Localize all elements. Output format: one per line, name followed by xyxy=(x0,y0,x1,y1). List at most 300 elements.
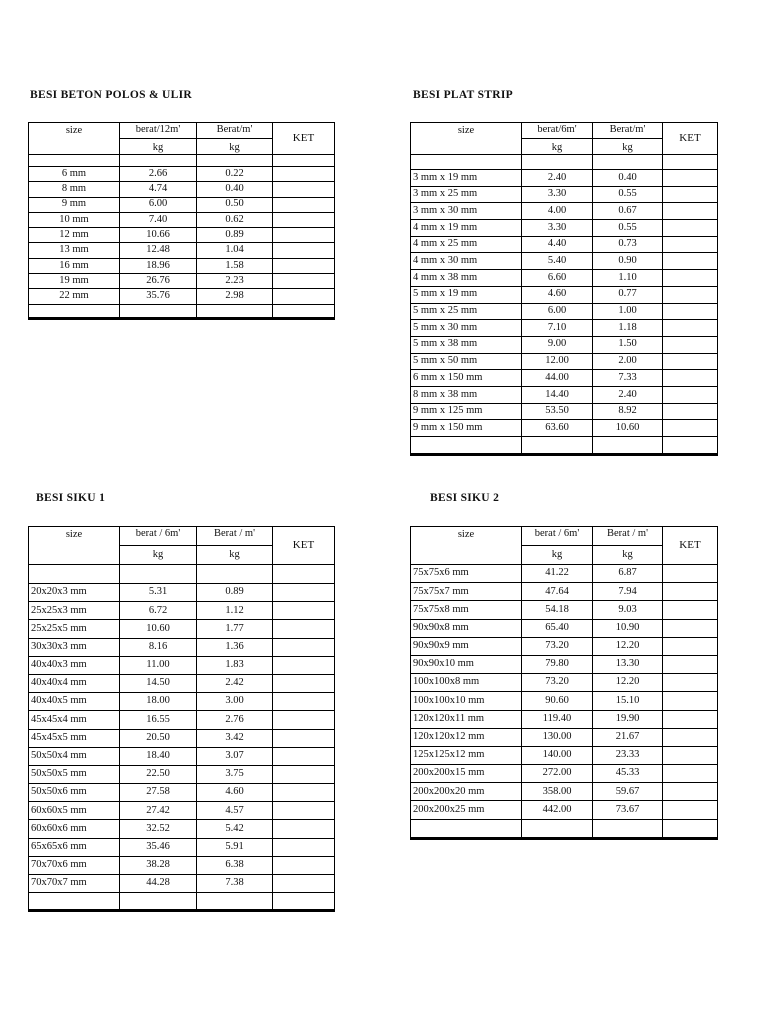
cell-weight-total: 22.50 xyxy=(120,765,197,783)
cell-weight-total: 38.28 xyxy=(120,856,197,874)
cell-weight-per-m: 1.18 xyxy=(593,320,663,337)
table-row xyxy=(29,274,335,289)
cell-ket xyxy=(273,258,335,273)
cell-weight-total: 73.20 xyxy=(522,637,593,655)
cell-weight-per-m: 0.73 xyxy=(593,236,663,253)
cell-weight-per-m: 21.67 xyxy=(593,728,663,746)
cell-ket xyxy=(663,303,718,320)
cell-weight-total: 35.46 xyxy=(120,838,197,856)
table-row xyxy=(411,303,718,320)
empty-cell xyxy=(120,565,197,584)
cell-size: 16 mm xyxy=(29,258,120,273)
table-row xyxy=(29,258,335,273)
cell-ket xyxy=(663,270,718,287)
header-size: size xyxy=(411,123,522,155)
cell-weight-total: 5.31 xyxy=(120,584,197,602)
cell-weight-total: 130.00 xyxy=(522,728,593,746)
header-row xyxy=(29,527,335,546)
table-row xyxy=(411,692,718,710)
cell-size: 50x50x5 mm xyxy=(29,765,120,783)
empty-cell xyxy=(411,155,522,170)
empty-cell xyxy=(593,819,663,838)
cell-weight-per-m: 3.42 xyxy=(197,729,273,747)
cell-size: 200x200x20 mm xyxy=(411,783,522,801)
table-row xyxy=(411,765,718,783)
cell-weight-total: 47.64 xyxy=(522,583,593,601)
cell-ket xyxy=(663,320,718,337)
cell-ket xyxy=(663,253,718,270)
empty-row xyxy=(29,155,335,167)
table-row xyxy=(411,286,718,303)
cell-ket xyxy=(663,370,718,387)
cell-size: 75x75x7 mm xyxy=(411,583,522,601)
cell-weight-per-m: 3.07 xyxy=(197,747,273,765)
header-size: size xyxy=(29,527,120,565)
empty-cell xyxy=(522,819,593,838)
cell-ket xyxy=(273,638,335,656)
cell-weight-per-m: 0.40 xyxy=(593,170,663,187)
cell-weight-total: 119.40 xyxy=(522,710,593,728)
header-ket: KET xyxy=(273,527,335,565)
table-row xyxy=(29,197,335,212)
table-row xyxy=(29,638,335,656)
table-row xyxy=(29,838,335,856)
table-row xyxy=(411,370,718,387)
cell-weight-per-m: 1.77 xyxy=(197,620,273,638)
empty-cell xyxy=(411,819,522,838)
cell-weight-per-m: 3.75 xyxy=(197,765,273,783)
empty-cell xyxy=(120,893,197,911)
table-row xyxy=(411,655,718,673)
table-row xyxy=(411,386,718,403)
header-unit-kg: kg xyxy=(120,546,197,565)
cell-weight-total: 18.00 xyxy=(120,693,197,711)
cell-size: 90x90x9 mm xyxy=(411,637,522,655)
empty-cell xyxy=(29,565,120,584)
cell-size: 22 mm xyxy=(29,289,120,304)
cell-weight-total: 11.00 xyxy=(120,656,197,674)
cell-ket xyxy=(273,765,335,783)
cell-ket xyxy=(273,802,335,820)
title-besi-siku-2: BESI SIKU 2 xyxy=(430,492,500,504)
table-besi-beton xyxy=(28,122,335,320)
cell-size: 200x200x15 mm xyxy=(411,765,522,783)
cell-ket xyxy=(663,728,718,746)
cell-ket xyxy=(663,583,718,601)
cell-weight-total: 32.52 xyxy=(120,820,197,838)
cell-weight-total: 12.48 xyxy=(120,243,197,258)
cell-ket xyxy=(663,783,718,801)
cell-weight-total: 14.40 xyxy=(522,386,593,403)
cell-weight-total: 26.76 xyxy=(120,274,197,289)
table-row xyxy=(411,220,718,237)
cell-size: 90x90x10 mm xyxy=(411,655,522,673)
cell-weight-per-m: 0.22 xyxy=(197,167,273,182)
empty-cell xyxy=(197,155,273,167)
header-row xyxy=(29,123,335,139)
cell-weight-per-m: 2.40 xyxy=(593,386,663,403)
empty-cell xyxy=(273,893,335,911)
title-besi-plat-strip: BESI PLAT STRIP xyxy=(413,89,513,101)
header-weight-per-m: Berat / m' xyxy=(197,527,273,546)
empty-row xyxy=(29,304,335,318)
table-row xyxy=(411,728,718,746)
empty-cell xyxy=(29,304,120,318)
header-weight-per-m: Berat/m' xyxy=(197,123,273,139)
table-row xyxy=(29,584,335,602)
cell-weight-per-m: 2.76 xyxy=(197,711,273,729)
cell-weight-per-m: 6.38 xyxy=(197,856,273,874)
cell-size: 8 mm xyxy=(29,182,120,197)
header-weight-total: berat / 6m' xyxy=(120,527,197,546)
header-unit-kg: kg xyxy=(593,139,663,155)
cell-ket xyxy=(273,182,335,197)
cell-ket xyxy=(663,619,718,637)
empty-cell xyxy=(663,437,718,455)
cell-size: 4 mm x 30 mm xyxy=(411,253,522,270)
cell-ket xyxy=(273,602,335,620)
table-row xyxy=(411,236,718,253)
cell-weight-total: 7.40 xyxy=(120,212,197,227)
cell-weight-per-m: 19.90 xyxy=(593,710,663,728)
cell-size: 9 mm x 125 mm xyxy=(411,403,522,420)
cell-ket xyxy=(273,784,335,802)
header-size: size xyxy=(411,527,522,565)
empty-row xyxy=(411,437,718,455)
cell-weight-total: 10.60 xyxy=(120,620,197,638)
cell-size: 40x40x5 mm xyxy=(29,693,120,711)
cell-weight-per-m: 23.33 xyxy=(593,746,663,764)
cell-size: 125x125x12 mm xyxy=(411,746,522,764)
table-row xyxy=(411,746,718,764)
header-ket: KET xyxy=(663,527,718,565)
empty-cell xyxy=(120,304,197,318)
cell-weight-per-m: 9.03 xyxy=(593,601,663,619)
cell-weight-per-m: 1.58 xyxy=(197,258,273,273)
cell-size: 12 mm xyxy=(29,228,120,243)
cell-ket xyxy=(273,656,335,674)
cell-weight-per-m: 0.50 xyxy=(197,197,273,212)
table-row xyxy=(411,353,718,370)
cell-size: 19 mm xyxy=(29,274,120,289)
empty-cell xyxy=(197,304,273,318)
cell-weight-per-m: 13.30 xyxy=(593,655,663,673)
cell-ket xyxy=(273,289,335,304)
header-unit-kg: kg xyxy=(197,139,273,155)
cell-weight-per-m: 0.67 xyxy=(593,203,663,220)
table-row xyxy=(29,747,335,765)
empty-cell xyxy=(411,437,522,455)
cell-weight-per-m: 12.20 xyxy=(593,637,663,655)
cell-weight-per-m: 59.67 xyxy=(593,783,663,801)
cell-weight-total: 73.20 xyxy=(522,674,593,692)
cell-size: 50x50x4 mm xyxy=(29,747,120,765)
empty-cell xyxy=(273,155,335,167)
header-unit-kg: kg xyxy=(522,139,593,155)
cell-weight-per-m: 1.83 xyxy=(197,656,273,674)
header-unit-kg: kg xyxy=(522,546,593,565)
cell-weight-total: 3.30 xyxy=(522,220,593,237)
cell-weight-total: 358.00 xyxy=(522,783,593,801)
table-row xyxy=(29,693,335,711)
header-unit-kg: kg xyxy=(593,546,663,565)
empty-cell xyxy=(273,565,335,584)
cell-weight-per-m: 4.60 xyxy=(197,784,273,802)
cell-weight-total: 6.60 xyxy=(522,270,593,287)
empty-row xyxy=(29,893,335,911)
cell-size: 200x200x25 mm xyxy=(411,801,522,819)
cell-size: 60x60x5 mm xyxy=(29,802,120,820)
cell-weight-per-m: 10.90 xyxy=(593,619,663,637)
empty-cell xyxy=(29,893,120,911)
cell-size: 70x70x6 mm xyxy=(29,856,120,874)
cell-weight-per-m: 0.90 xyxy=(593,253,663,270)
cell-size: 5 mm x 30 mm xyxy=(411,320,522,337)
cell-weight-total: 2.40 xyxy=(522,170,593,187)
table-row xyxy=(411,619,718,637)
cell-ket xyxy=(273,711,335,729)
table-row xyxy=(29,729,335,747)
cell-weight-total: 63.60 xyxy=(522,420,593,437)
cell-weight-total: 7.10 xyxy=(522,320,593,337)
cell-weight-total: 41.22 xyxy=(522,565,593,583)
cell-ket xyxy=(663,353,718,370)
cell-size: 4 mm x 38 mm xyxy=(411,270,522,287)
cell-size: 3 mm x 25 mm xyxy=(411,186,522,203)
table-row xyxy=(29,167,335,182)
header-ket: KET xyxy=(273,123,335,155)
cell-size: 20x20x3 mm xyxy=(29,584,120,602)
cell-size: 13 mm xyxy=(29,243,120,258)
cell-size: 6 mm xyxy=(29,167,120,182)
cell-weight-per-m: 0.40 xyxy=(197,182,273,197)
cell-weight-per-m: 0.89 xyxy=(197,584,273,602)
table-row xyxy=(29,875,335,893)
header-weight-total: berat/12m' xyxy=(120,123,197,139)
cell-size: 9 mm xyxy=(29,197,120,212)
cell-weight-total: 4.00 xyxy=(522,203,593,220)
empty-cell xyxy=(663,819,718,838)
table-row xyxy=(411,565,718,583)
cell-ket xyxy=(663,286,718,303)
cell-weight-per-m: 15.10 xyxy=(593,692,663,710)
cell-ket xyxy=(273,729,335,747)
cell-ket xyxy=(663,801,718,819)
cell-weight-total: 90.60 xyxy=(522,692,593,710)
cell-ket xyxy=(663,386,718,403)
cell-size: 40x40x4 mm xyxy=(29,674,120,692)
cell-weight-per-m: 2.23 xyxy=(197,274,273,289)
cell-size: 30x30x3 mm xyxy=(29,638,120,656)
cell-weight-per-m: 2.42 xyxy=(197,674,273,692)
cell-weight-total: 65.40 xyxy=(522,619,593,637)
cell-size: 50x50x6 mm xyxy=(29,784,120,802)
cell-size: 8 mm x 38 mm xyxy=(411,386,522,403)
empty-cell xyxy=(29,155,120,167)
cell-weight-total: 4.60 xyxy=(522,286,593,303)
cell-size: 25x25x3 mm xyxy=(29,602,120,620)
table-row xyxy=(29,620,335,638)
cell-ket xyxy=(663,674,718,692)
cell-weight-per-m: 73.67 xyxy=(593,801,663,819)
cell-weight-total: 6.72 xyxy=(120,602,197,620)
table-row xyxy=(29,228,335,243)
cell-size: 75x75x8 mm xyxy=(411,601,522,619)
cell-weight-per-m: 10.60 xyxy=(593,420,663,437)
cell-ket xyxy=(273,197,335,212)
empty-cell xyxy=(273,304,335,318)
table-row xyxy=(411,801,718,819)
cell-ket xyxy=(663,655,718,673)
cell-size: 100x100x10 mm xyxy=(411,692,522,710)
table-row xyxy=(411,186,718,203)
table-row xyxy=(29,784,335,802)
cell-ket xyxy=(273,856,335,874)
cell-weight-per-m: 7.94 xyxy=(593,583,663,601)
cell-ket xyxy=(273,620,335,638)
header-size: size xyxy=(29,123,120,155)
cell-ket xyxy=(273,212,335,227)
cell-ket xyxy=(663,170,718,187)
table-row xyxy=(411,253,718,270)
cell-weight-per-m: 7.38 xyxy=(197,875,273,893)
empty-cell xyxy=(522,437,593,455)
cell-weight-total: 16.55 xyxy=(120,711,197,729)
empty-cell xyxy=(120,155,197,167)
cell-size: 75x75x6 mm xyxy=(411,565,522,583)
cell-size: 5 mm x 19 mm xyxy=(411,286,522,303)
empty-row xyxy=(29,565,335,584)
cell-size: 40x40x3 mm xyxy=(29,656,120,674)
cell-weight-total: 442.00 xyxy=(522,801,593,819)
cell-ket xyxy=(663,236,718,253)
cell-ket xyxy=(663,601,718,619)
empty-cell xyxy=(663,155,718,170)
cell-weight-total: 44.00 xyxy=(522,370,593,387)
table-row xyxy=(411,270,718,287)
cell-weight-per-m: 0.55 xyxy=(593,186,663,203)
cell-weight-per-m: 1.10 xyxy=(593,270,663,287)
cell-ket xyxy=(273,584,335,602)
title-besi-siku-1: BESI SIKU 1 xyxy=(36,492,106,504)
cell-size: 3 mm x 30 mm xyxy=(411,203,522,220)
cell-weight-per-m: 12.20 xyxy=(593,674,663,692)
cell-ket xyxy=(663,765,718,783)
cell-weight-per-m: 0.62 xyxy=(197,212,273,227)
cell-size: 4 mm x 25 mm xyxy=(411,236,522,253)
cell-ket xyxy=(663,336,718,353)
cell-ket xyxy=(663,746,718,764)
table-row xyxy=(411,336,718,353)
cell-ket xyxy=(273,875,335,893)
header-weight-per-m: Berat / m' xyxy=(593,527,663,546)
header-row xyxy=(411,123,718,139)
cell-size: 10 mm xyxy=(29,212,120,227)
cell-weight-per-m: 1.36 xyxy=(197,638,273,656)
cell-weight-per-m: 7.33 xyxy=(593,370,663,387)
cell-ket xyxy=(663,186,718,203)
header-weight-per-m: Berat/m' xyxy=(593,123,663,139)
cell-size: 5 mm x 50 mm xyxy=(411,353,522,370)
cell-weight-per-m: 0.77 xyxy=(593,286,663,303)
cell-weight-total: 5.40 xyxy=(522,253,593,270)
cell-weight-per-m: 1.04 xyxy=(197,243,273,258)
empty-cell xyxy=(593,155,663,170)
table-besi-siku-1 xyxy=(28,526,335,912)
table-row xyxy=(411,203,718,220)
table-row xyxy=(29,856,335,874)
cell-weight-per-m: 3.00 xyxy=(197,693,273,711)
table-row xyxy=(29,243,335,258)
table-row xyxy=(29,820,335,838)
cell-weight-total: 18.96 xyxy=(120,258,197,273)
cell-weight-per-m: 4.57 xyxy=(197,802,273,820)
table-row xyxy=(411,403,718,420)
cell-ket xyxy=(663,420,718,437)
cell-ket xyxy=(273,228,335,243)
cell-ket xyxy=(273,838,335,856)
cell-ket xyxy=(663,710,718,728)
cell-weight-total: 4.40 xyxy=(522,236,593,253)
cell-weight-total: 44.28 xyxy=(120,875,197,893)
header-row xyxy=(411,527,718,546)
cell-size: 3 mm x 19 mm xyxy=(411,170,522,187)
header-weight-total: berat / 6m' xyxy=(522,527,593,546)
cell-weight-per-m: 5.42 xyxy=(197,820,273,838)
empty-cell xyxy=(593,437,663,455)
cell-size: 45x45x5 mm xyxy=(29,729,120,747)
cell-weight-total: 20.50 xyxy=(120,729,197,747)
cell-size: 6 mm x 150 mm xyxy=(411,370,522,387)
table-row xyxy=(411,583,718,601)
cell-ket xyxy=(663,637,718,655)
cell-weight-total: 140.00 xyxy=(522,746,593,764)
cell-weight-per-m: 2.98 xyxy=(197,289,273,304)
header-unit-kg: kg xyxy=(120,139,197,155)
empty-row xyxy=(411,819,718,838)
table-row xyxy=(29,656,335,674)
cell-ket xyxy=(663,403,718,420)
cell-weight-total: 2.66 xyxy=(120,167,197,182)
header-weight-total: berat/6m' xyxy=(522,123,593,139)
cell-weight-total: 12.00 xyxy=(522,353,593,370)
cell-weight-total: 27.42 xyxy=(120,802,197,820)
cell-weight-per-m: 6.87 xyxy=(593,565,663,583)
cell-weight-total: 79.80 xyxy=(522,655,593,673)
table-row xyxy=(29,602,335,620)
cell-weight-total: 6.00 xyxy=(120,197,197,212)
cell-weight-per-m: 1.12 xyxy=(197,602,273,620)
empty-cell xyxy=(197,893,273,911)
cell-weight-total: 4.74 xyxy=(120,182,197,197)
empty-row xyxy=(411,155,718,170)
table-row xyxy=(411,420,718,437)
cell-weight-per-m: 45.33 xyxy=(593,765,663,783)
cell-weight-total: 35.76 xyxy=(120,289,197,304)
cell-weight-per-m: 0.55 xyxy=(593,220,663,237)
cell-weight-total: 18.40 xyxy=(120,747,197,765)
cell-weight-per-m: 8.92 xyxy=(593,403,663,420)
table-row xyxy=(411,170,718,187)
cell-size: 25x25x5 mm xyxy=(29,620,120,638)
cell-size: 100x100x8 mm xyxy=(411,674,522,692)
cell-size: 4 mm x 19 mm xyxy=(411,220,522,237)
cell-ket xyxy=(273,274,335,289)
table-row xyxy=(29,802,335,820)
cell-weight-total: 6.00 xyxy=(522,303,593,320)
title-besi-beton: BESI BETON POLOS & ULIR xyxy=(30,89,192,101)
cell-ket xyxy=(663,203,718,220)
